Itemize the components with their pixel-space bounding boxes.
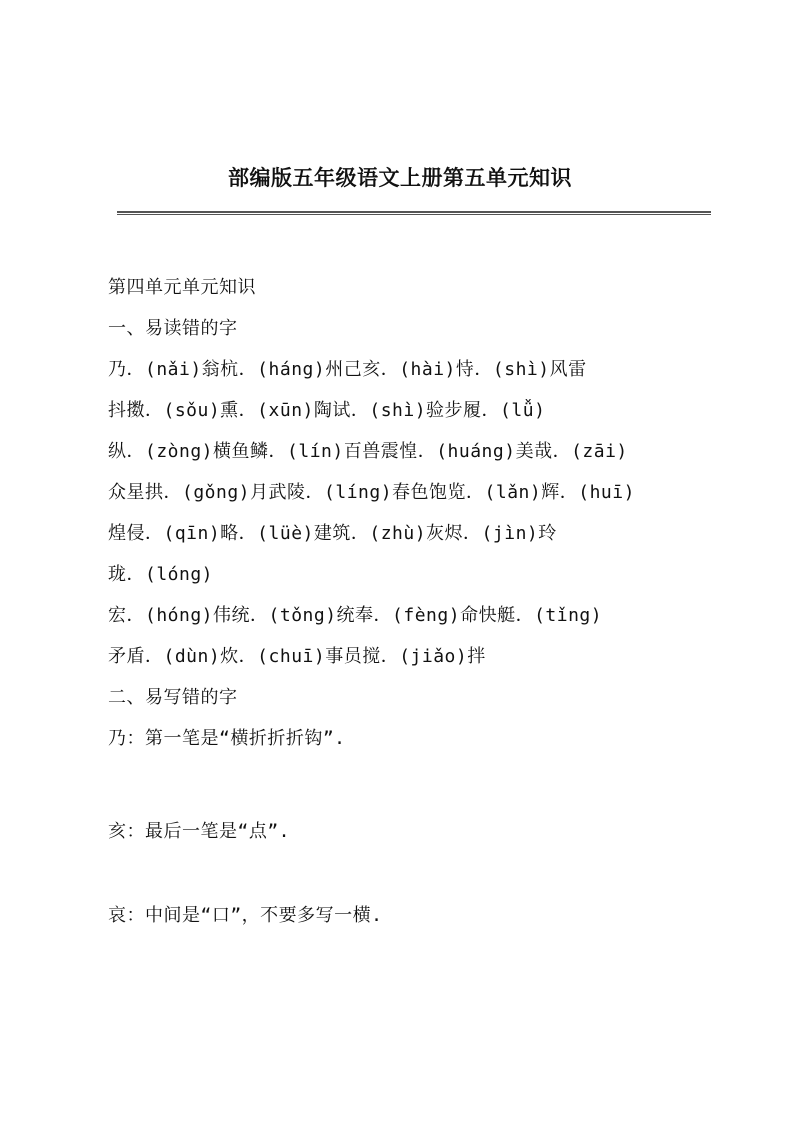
subsection-heading: 一、易读错的字 — [108, 318, 238, 339]
text-line: 乃：第一笔是“横折折折钩”. — [108, 728, 346, 749]
text-line: 哀：中间是“口”，不要多写一横. — [108, 905, 383, 926]
text-line: 乃．(nǎi)翁杭．(háng)州己亥．(hài)恃．(shì)风雷 — [108, 359, 587, 380]
text-line: 煌侵．(qīn)略．(lüè)建筑．(zhù)灰烬．(jìn)玲 — [108, 523, 557, 544]
text-line: 亥：最后一笔是“点”. — [108, 821, 291, 842]
text-line: 矛盾．(dùn)炊．(chuī)事员搅．(jiǎo)拌 — [108, 646, 486, 667]
text-line: 纵．(zòng)横鱼鳞．(lín)百兽震惶．(huáng)美哉．(zāi) — [108, 441, 628, 462]
text-line: 珑．(lóng) — [108, 564, 214, 585]
text-line: 抖擞．(sǒu)熏．(xūn)陶试．(shì)验步履．(lǚ) — [108, 400, 546, 421]
subsection-heading: 二、易写错的字 — [108, 687, 238, 708]
text-line: 宏．(hóng)伟统．(tǒng)统奉．(fèng)命快艇．(tǐng) — [108, 605, 603, 626]
document-title: 部编版五年级语文上册第五单元知识 — [228, 165, 572, 190]
section-heading: 第四单元单元知识 — [108, 277, 256, 298]
title-divider — [117, 211, 711, 215]
text-line: 众星拱．(gǒng)月武陵．(líng)春色饱览．(lǎn)辉．(huī) — [108, 482, 635, 503]
